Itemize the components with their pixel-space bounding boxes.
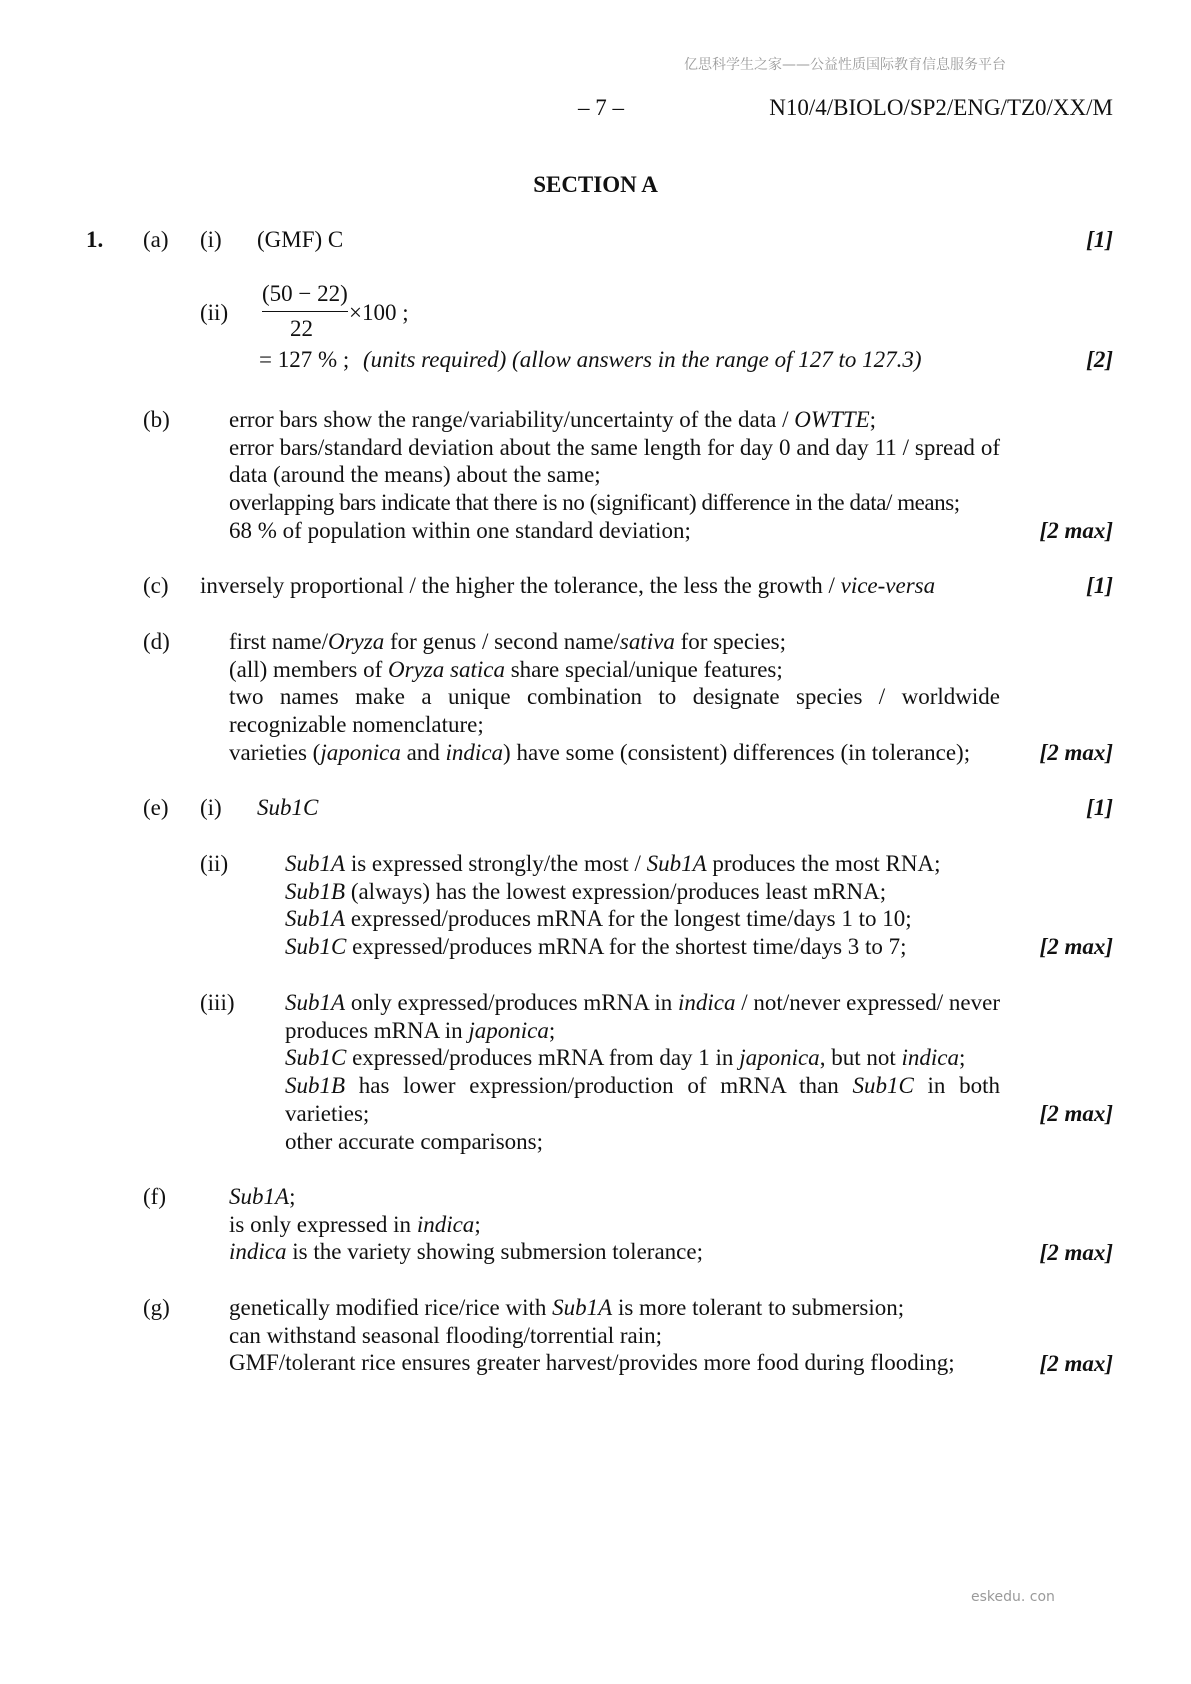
part-a-i-answer: (GMF) C	[257, 227, 344, 252]
fraction-multiplier: ×100 ;	[349, 300, 409, 325]
part-a-i-mark: [1]	[1086, 227, 1113, 252]
answer-line: Sub1A;	[229, 1184, 296, 1209]
part-b-label: (b)	[143, 407, 170, 432]
watermark-top: 亿思科学生之家——公益性质国际教育信息服务平台	[684, 57, 1006, 73]
part-b-mark: [2 max]	[1039, 518, 1113, 543]
answer-line: Sub1B has lower expression/production of mRNA than Sub1C in both varieties;	[285, 1073, 1001, 1126]
answer-line: genetically modified rice/rice with Sub1A is more tolerant to submersion;	[229, 1295, 905, 1320]
answer-line: is only expressed in indica;	[229, 1211, 481, 1237]
part-a-ii-note: (units required) (allow answers in the range of 127 to 127.3)	[363, 347, 922, 372]
watermark-bottom: eskedu. con	[971, 1589, 1055, 1605]
answer-line: overlapping bars indicate that there is no (significant) difference in the data/ means;	[229, 490, 960, 516]
fraction-numerator: (50 − 22)	[262, 281, 348, 306]
part-f-answer	[229, 1183, 1000, 1266]
answer-line: varieties (japonica and indica) have some (consistent) differences (in tolerance);	[229, 739, 971, 765]
part-d-mark: [2 max]	[1039, 740, 1113, 765]
part-f-label: (f)	[143, 1184, 166, 1209]
answer-line: Sub1C expressed/produces mRNA for the shortest time/days 3 to 7;	[285, 934, 907, 960]
answer-line: Sub1A is expressed strongly/the most / Sub1A produces the most RNA;	[285, 851, 941, 876]
part-b-answer	[229, 406, 1000, 545]
part-e-i-answer: Sub1C	[257, 795, 319, 820]
section-title: SECTION A	[533, 172, 658, 197]
part-e-ii-answer	[285, 850, 1000, 961]
answer-line: (all) members of Oryza satica share special/unique features;	[229, 656, 783, 682]
part-a-ii-label: (ii)	[200, 300, 229, 325]
part-a-ii-result: = 127 % ;	[259, 347, 350, 372]
part-c-mark: [1]	[1086, 573, 1113, 598]
part-a-ii-mark: [2]	[1086, 347, 1113, 372]
answer-line: Sub1B (always) has the lowest expression/produces least mRNA;	[285, 878, 887, 904]
question-number: 1.	[86, 227, 104, 252]
part-f-mark: [2 max]	[1039, 1240, 1113, 1265]
part-e-i-label: (i)	[200, 795, 222, 820]
answer-line: error bars show the range/variability/uncertainty of the data / OWTTE;	[229, 407, 877, 432]
answer-line: other accurate comparisons;	[285, 1128, 543, 1154]
part-e-iii-mark: [2 max]	[1039, 1101, 1113, 1126]
part-e-ii-label: (ii)	[200, 851, 229, 876]
answer-line: first name/Oryza for genus / second name/sativa for species;	[229, 629, 787, 654]
answer-line: can withstand seasonal flooding/torrential rain;	[229, 1322, 663, 1348]
part-e-label: (e)	[143, 795, 169, 820]
fraction-bar	[262, 311, 348, 312]
part-g-answer	[229, 1294, 1000, 1377]
answer-line: error bars/standard deviation about the same length for day 0 and day 11 / spread of data (around the means) about the same;	[229, 434, 1000, 488]
answer-line: indica is the variety showing submersion tolerance;	[229, 1239, 703, 1265]
answer-line: GMF/tolerant rice ensures greater harvest/provides more food during flooding;	[229, 1350, 955, 1376]
part-e-ii-mark: [2 max]	[1039, 934, 1113, 959]
part-e-i-mark: [1]	[1086, 795, 1113, 820]
answer-line: 68 % of population within one standard deviation;	[229, 517, 691, 543]
part-e-iii-answer	[285, 989, 1000, 1155]
fraction-denominator: 22	[290, 316, 313, 341]
part-d-label: (d)	[143, 629, 170, 654]
part-g-label: (g)	[143, 1295, 170, 1320]
answer-line: Sub1C expressed/produces mRNA from day 1 in japonica, but not indica;	[285, 1045, 966, 1071]
part-e-iii-label: (iii)	[200, 990, 235, 1015]
part-d-answer	[229, 628, 1000, 767]
part-g-mark: [2 max]	[1039, 1351, 1113, 1376]
answer-line: Sub1A only expressed/produces mRNA in indica / not/never expressed/ never produces mRNA in japonica;	[285, 990, 1000, 1043]
document-code: N10/4/BIOLO/SP2/ENG/TZ0/XX/M	[769, 95, 1113, 120]
page-number: – 7 –	[578, 95, 624, 120]
answer-line: two names make a unique combination to designate species / worldwide recognizable nomenclature;	[229, 684, 1000, 738]
part-c-answer: inversely proportional / the higher the tolerance, the less the growth / vice-versa	[200, 573, 936, 598]
part-a-i-label: (i)	[200, 227, 222, 252]
answer-line: Sub1A expressed/produces mRNA for the longest time/days 1 to 10;	[285, 906, 912, 932]
part-a-label: (a)	[143, 227, 169, 252]
part-c-label: (c)	[143, 573, 169, 598]
